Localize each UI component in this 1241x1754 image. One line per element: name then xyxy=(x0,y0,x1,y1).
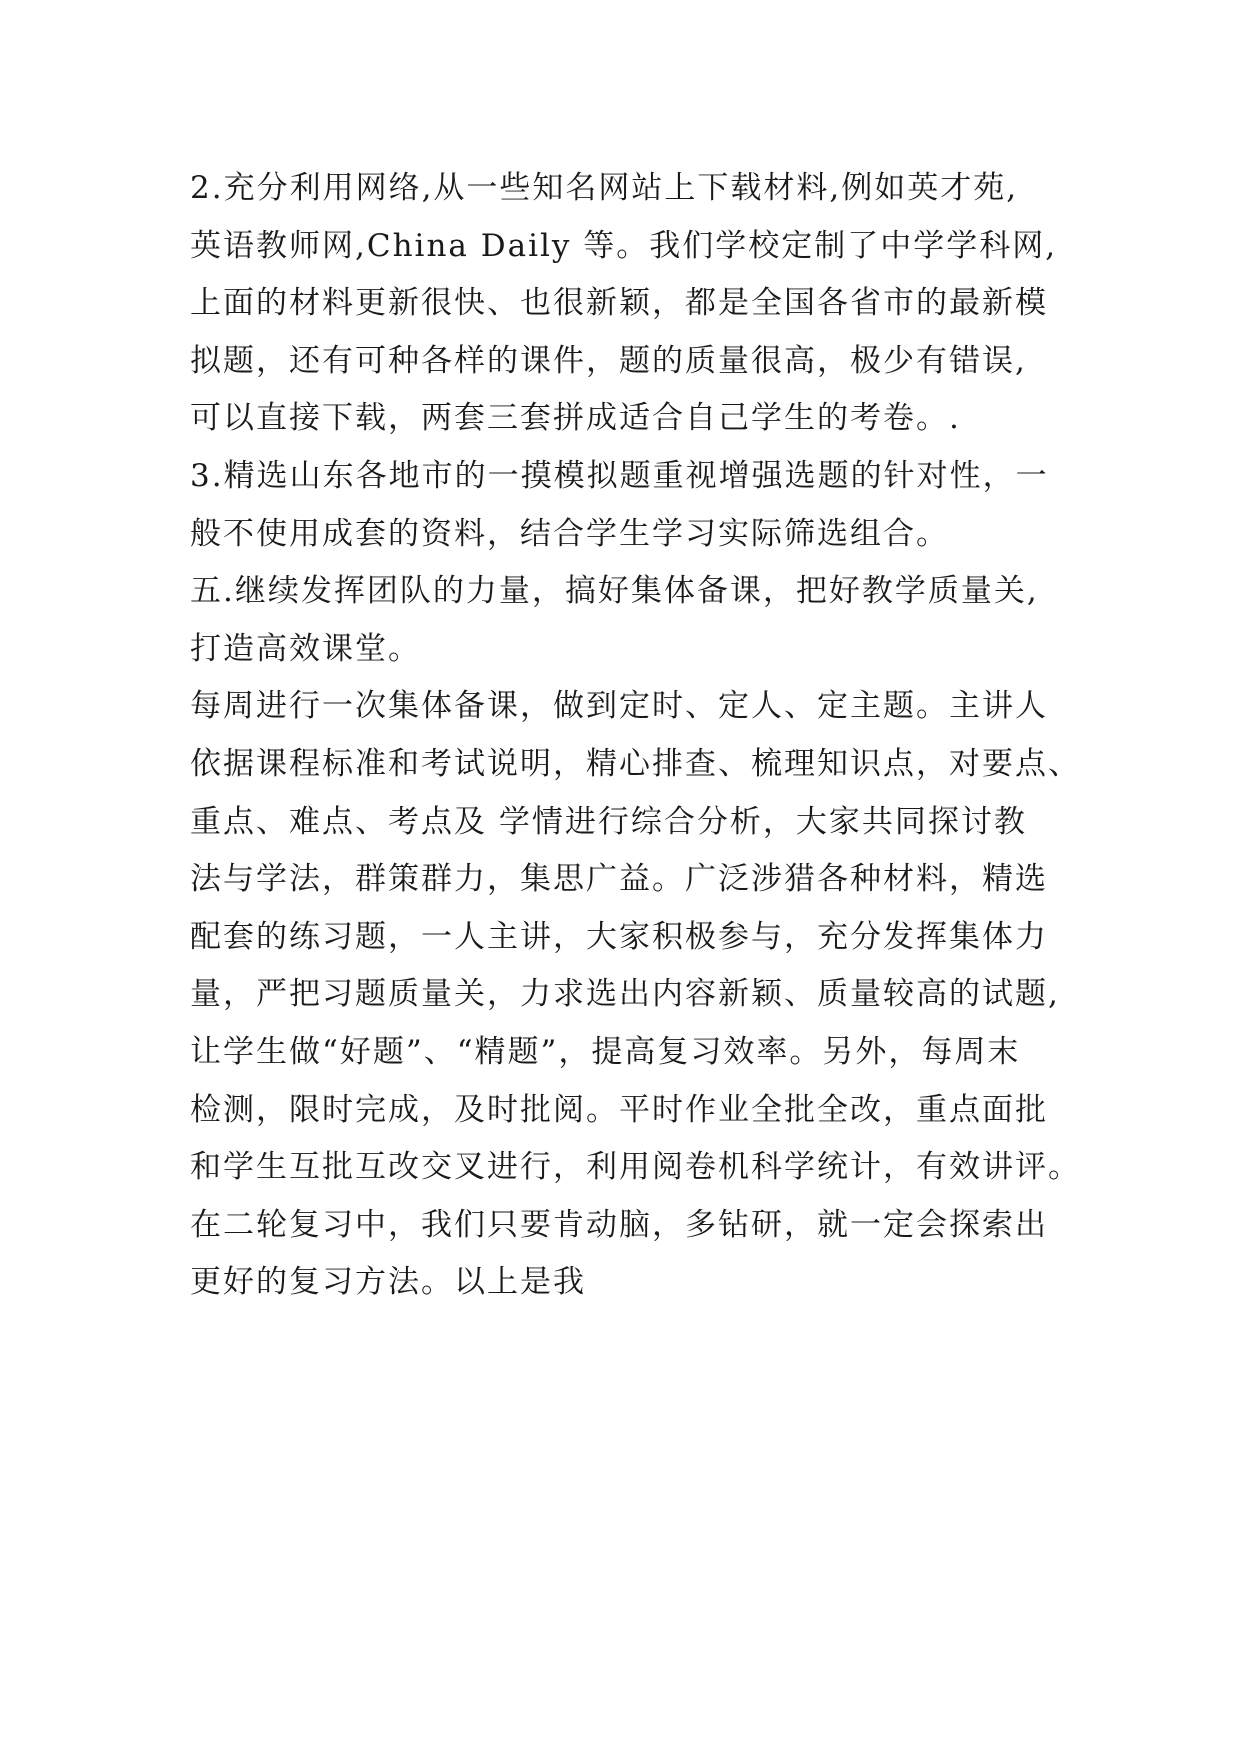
document-body xyxy=(190,160,1081,1312)
text-line: 般不使用成套的资料，结合学生学习实际筛选组合。 xyxy=(190,515,949,552)
text-line: 英语教师网,China Daily 等。我们学校定制了中学学科网, xyxy=(190,227,1058,264)
text-line: 拟题，还有可种各样的课件，题的质量很高，极少有错误, xyxy=(190,342,1027,379)
text-line: 在二轮复习中，我们只要肯动脑，多钻研，就一定会探索出 xyxy=(190,1206,1048,1243)
text-line: 更好的复习方法。以上是我 xyxy=(190,1264,586,1301)
text-line: 检测，限时完成，及时批阅。平时作业全批全改，重点面批 xyxy=(190,1091,1048,1128)
text-line: 打造高效课堂。 xyxy=(190,630,421,667)
text-line: 依据课程标准和考试说明，精心排查、梳理知识点，对要点、 xyxy=(190,745,1081,782)
text-line: 五.继续发挥团队的力量，搞好集体备课，把好教学质量关, xyxy=(190,573,1039,610)
text-line: 和学生互批互改交叉进行，利用阅卷机科学统计，有效讲评。 xyxy=(190,1149,1081,1186)
text-line: 3.精选山东各地市的一摸模拟题重视增强选题的针对性，一 xyxy=(190,457,1049,494)
text-line: 让学生做“好题”、“精题”，提高复习效率。另外，每周末 xyxy=(190,1033,1021,1070)
text-line: 配套的练习题，一人主讲，大家积极参与，充分发挥集体力 xyxy=(190,918,1048,955)
text-line: 可以直接下载，两套三套拼成适合自己学生的考卷。. xyxy=(190,400,961,437)
text-line: 量，严把习题质量关，力求选出内容新颖、质量较高的试题, xyxy=(190,976,1060,1013)
text-line: 每周进行一次集体备课，做到定时、定人、定主题。主讲人 xyxy=(190,688,1048,725)
text-line: 重点、难点、考点及 学情进行综合分析，大家共同探讨教 xyxy=(190,803,1027,840)
text-line: 上面的材料更新很快、也很新颖，都是全国各省市的最新模 xyxy=(190,285,1048,322)
text-line: 2.充分利用网络,从一些知名网站上下载材料,例如英才苑, xyxy=(190,170,1019,206)
text-line: 法与学法，群策群力，集思广益。广泛涉猎各种材料，精选 xyxy=(190,861,1048,898)
